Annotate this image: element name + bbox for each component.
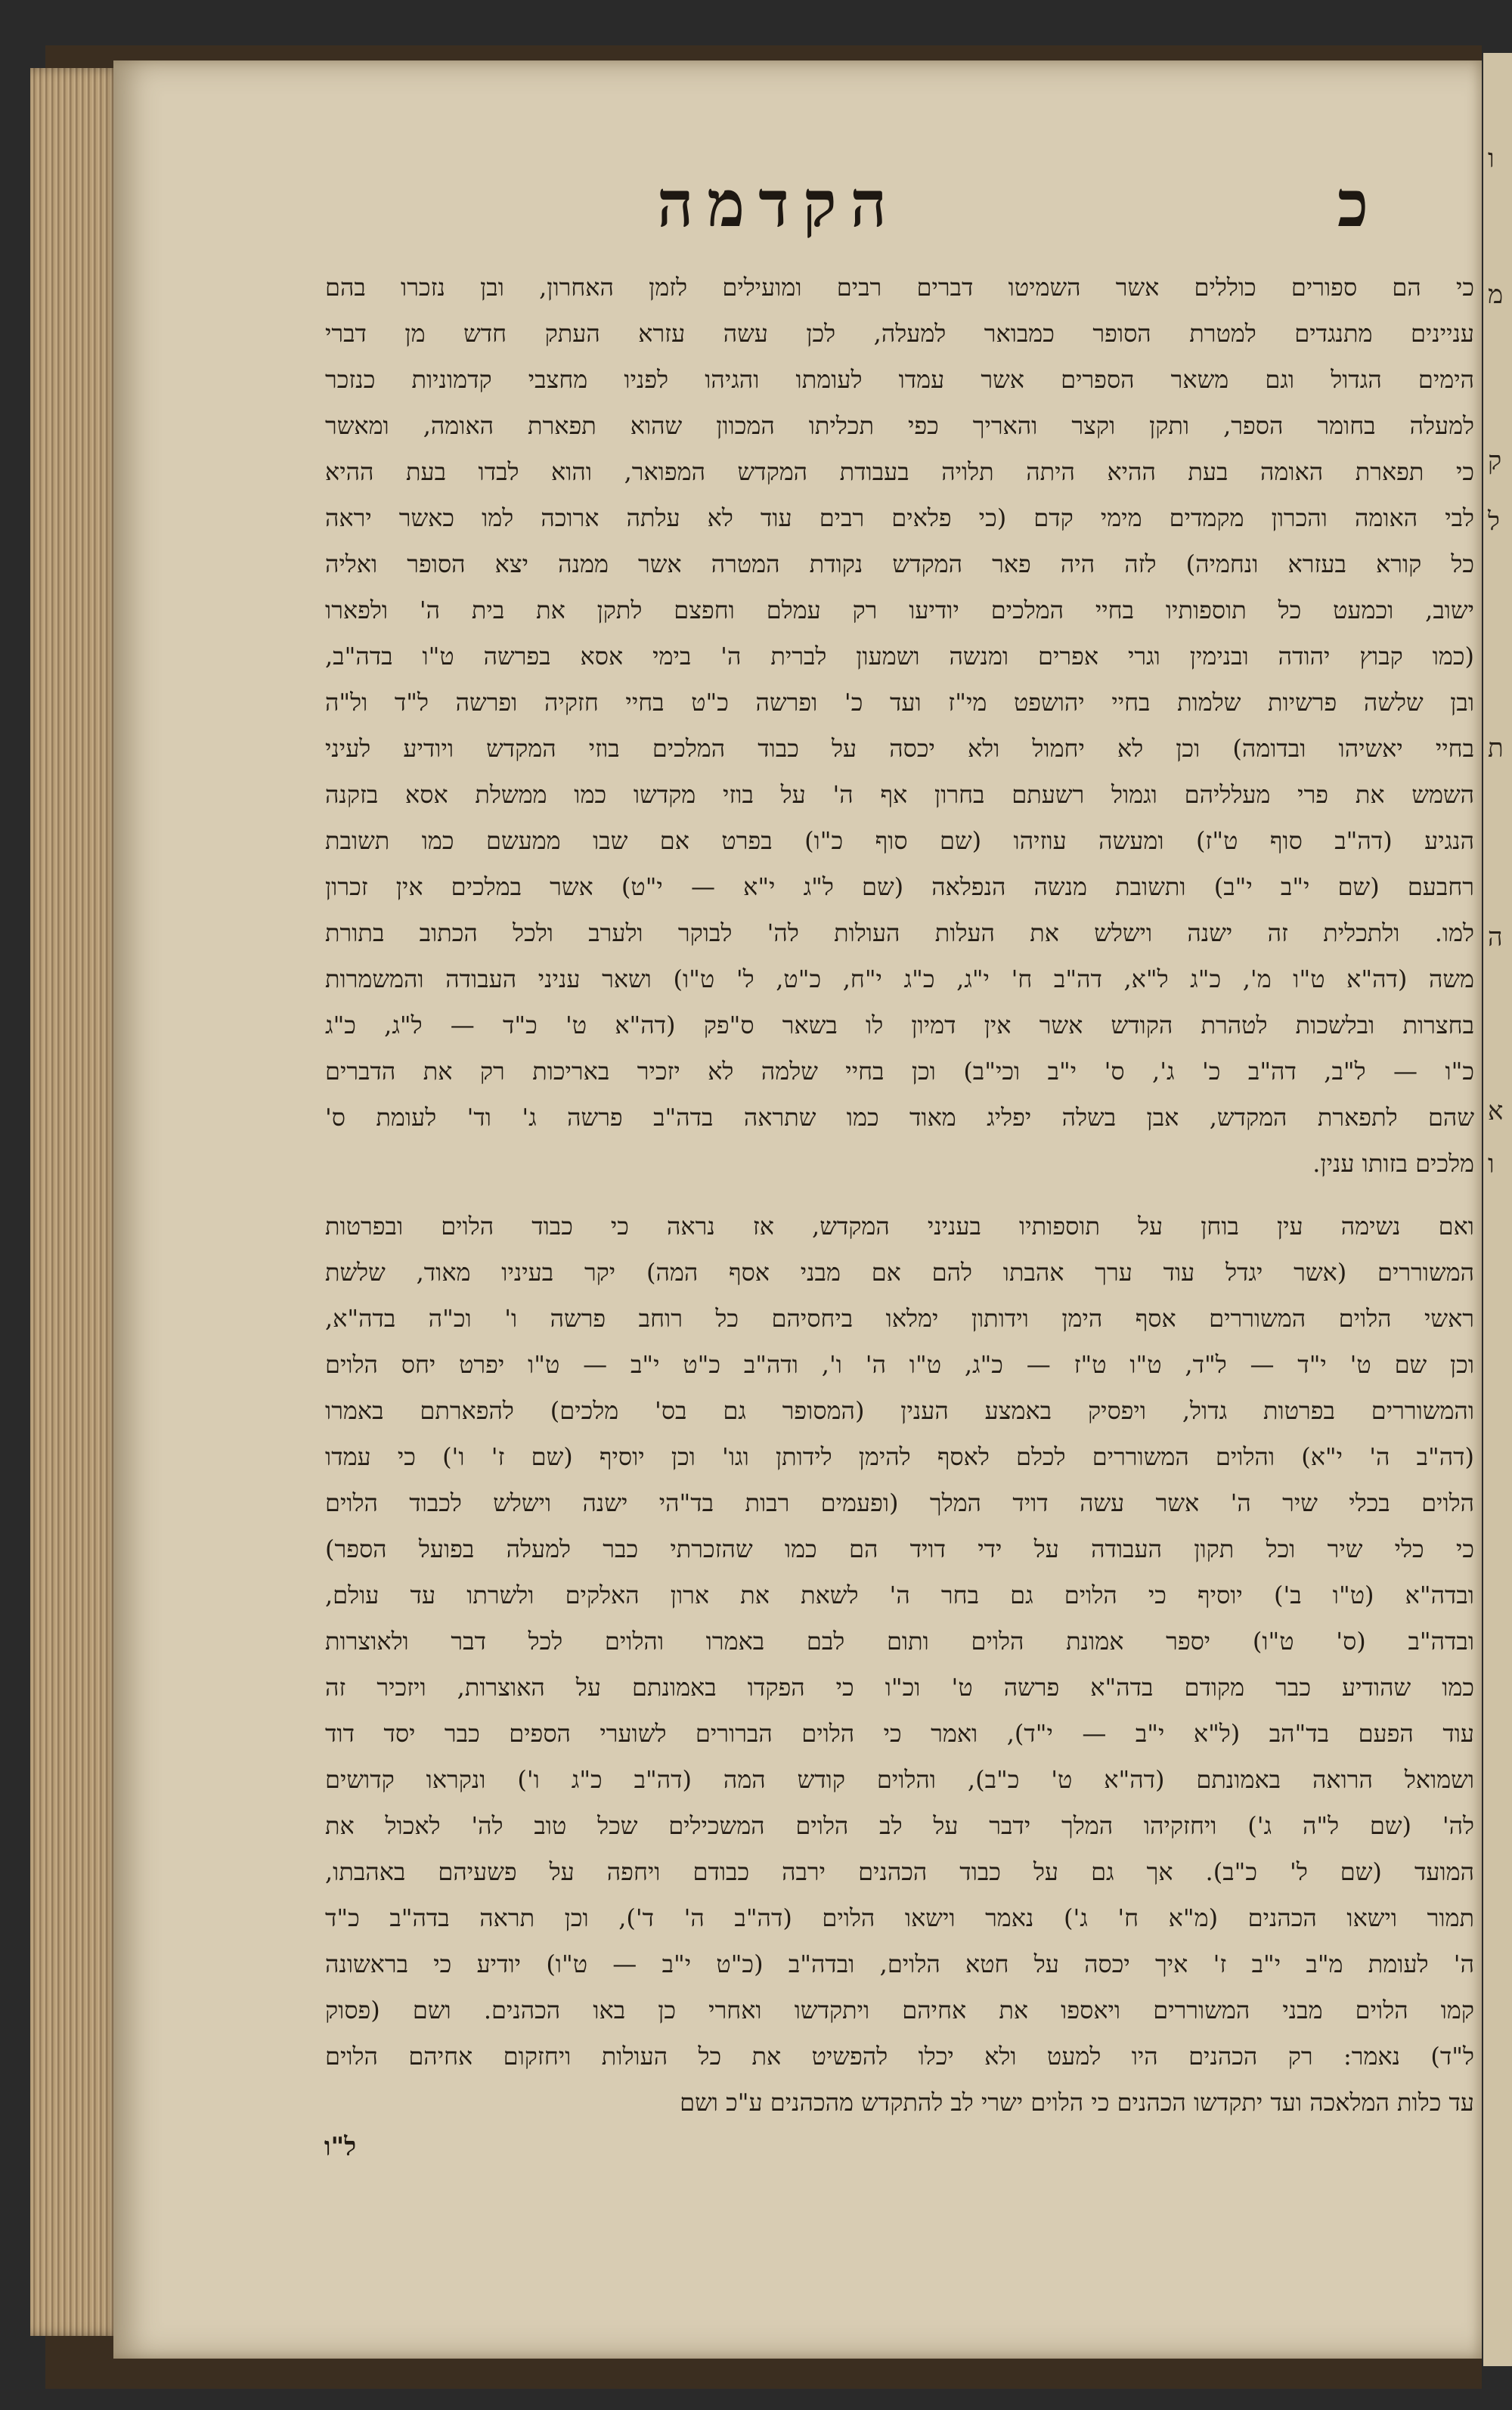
text-line: לה' (שם ל"ה ג') ויחזקיהו המלך ידבר על לב הלוים המשכילים שכל טוב לה' לאכול את [325,1811,1474,1840]
text-line: ושמואל הרואה באמונתם (דה"א ט' כ"ב), והלוים קודש המה (דה"ב כ"ג ו') ונקראו קדושים [325,1765,1474,1794]
text-line: כי כלי שיר וכל תקון העבודה על ידי דויד הם כמו שהזכרתי כבר למעלה בפועל הספר) [325,1535,1474,1563]
text-line: ובדה"ב (ס' ט"ו) יספר אמונת הלוים ותום לבם באמרו והלוים לכל דבר ולאוצרות [325,1627,1474,1656]
page-title: הקדמה [657,166,900,241]
adjacent-page-fragment: ת [1488,733,1504,764]
adjacent-page-fragment: ו [1488,1149,1495,1179]
text-line: הנגיע (דה"ב סוף ט"ז) ומעשה עוזיהו (שם סוף כ"ו) בפרט אם שבו ממעשם כמו תשובת [325,826,1474,855]
text-line: ובן שלשה פרשיות שלמות בחיי יהושפט מי"ז ועד כ' ופרשה כ"ט בחיי חזקיה ופרשה ל"ד ול"ה [325,688,1474,717]
text-line: תמור וישאו הכהנים (מ"א ח' ג') נאמר וישאו הלוים (דה"ב ה' ד'), וכן תראה בדה"ב כ"ד [325,1904,1474,1932]
adjacent-page-strip [1483,53,1512,2366]
text-line: המועד (שם ל' כ"ב). אך גם על כבוד הכהנים ירבה כבודם ויחפה על פשעיהם באהבתו, [325,1857,1474,1886]
text-line: בחצרות ובלשכות לטהרת הקודש אשר אין דמיון לו בשאר ס"פק (דה"א ט' כ"ד — ל"ג, כ"ג [325,1011,1474,1039]
body-text [325,265,1474,2126]
text-line: המשוררים (אשר יגדל עוד ערך אהבתו להם אם מבני אסף המה) יקר בעיניו מאוד, שלשת [325,1258,1474,1287]
adjacent-page-fragment: ל [1488,506,1500,537]
text-line: כ"ו — ל"ב, דה"ב כ' ג', ס' י"ב וכי"ב) וכן בחיי שלמה לא יזכיר באריכות רק את הדברים [325,1057,1474,1086]
text-line: למעלה בחומר הספר, ותקן וקצר והאריך כפי תכליתו המכוון שהוא תפארת האומה, ומאשר [325,411,1474,440]
text-line: עניינים מתנגדים למטרת הסופר כמבואר למעלה, לכן עשה עזרא העתק חדש מן דברי [325,319,1474,348]
paragraph-2 [325,1203,1474,2126]
paragraph-1 [325,265,1474,1187]
text-line: לבי האומה והכרון מקמדים מימי קדם (כי פלאים רבים עוד לא עלתה ארוכה למו כאשר יראה [325,503,1474,532]
adjacent-page-fragment: ו [1488,144,1495,174]
text-line: השמש את פרי מעלליהם וגמול רשעתם בחרון אף ה' על בוזי מקדשו כמו ממשלת אסא בזקנה [325,780,1474,809]
text-line: ובדה"א (ט"ו ב') יוסיף כי הלוים גם בחר ה' לשאת את ארון האלקים ולשרתו עד עולם, [325,1581,1474,1609]
folio-number: כ [1337,166,1368,241]
text-line: ראשי הלוים המשוררים אסף הימן וידותון ימלאו ביחסיהם כל רוחב פרשה ו' וכ"ה בדה"א, [325,1304,1474,1333]
adjacent-page-fragment: ה [1488,922,1503,953]
text-line: (כמו קבוץ יהודה ובנימין וגרי אפרים ומנשה ושמעון לברית ה' בימי אסא בפרשה ט"ו בדה"ב, [325,642,1474,671]
adjacent-page-fragment: מ [1488,280,1504,310]
page-edge [30,68,121,2336]
text-line: הימים הגדול וגם משאר הספרים אשר עמדו לעומתו והגיהו לפניו מחצבי קדמוניות כנזכר [325,365,1474,394]
text-line: כי תפארת האומה בעת ההיא היתה תלויה בעבודת המקדש המפואר, והוא לבדו בעת ההיא [325,457,1474,486]
text-line: והמשוררים בפרטות גדול, ויפסיק באמצע הענין (המסופר גם בס' מלכים) להפארתם באמרו [325,1396,1474,1425]
text-line: משה (דה"א ט"ו מ', כ"ג ל"א, דה"ב ח' י"ג, כ"ג י"ח, כ"ט, ל' ט"ו) ושאר עניני העבודה והמשמרות [325,965,1474,993]
adjacent-page-fragment: א [1488,1096,1504,1126]
text-line: קמו הלוים מבני המשוררים ויאספו את אחיהם ויתקדשו ואחרי כן באו הכהנים. ושם (פסוק [325,1996,1474,2024]
text-line: רחבעם (שם י"ב י"ב) ותשובת מנשה הנפלאה (שם ל"ג י"א — י"ט) אשר במלכים אין זכרון [325,872,1474,901]
text-line: ל"ד) נאמר: רק הכהנים היו למעט ולא יכלו להפשיט את כל העולות ויחזקום אחיהם הלוים [325,2042,1474,2071]
text-line: למו. ולתכלית זה ישנה וישלש את העלות העולות לה' לבוקר ולערב ולכל הכתוב בתורת [325,918,1474,947]
text-line: וכן שם ט' י"ד — ל"ד, ט"ו ט"ז — כ"ג, ט"ו ה' ו', ודה"ב כ"ט י"ב — ט"ו יפרט יחס הלוים [325,1350,1474,1379]
text-line: עד כלות המלאכה ועד יתקדשו הכהנים כי הלוים ישרי לב להתקדש מהכהנים ע"כ ושם [680,2088,1474,2117]
text-line: בחיי יאשיהו ובדומה) וכן לא יחמול ולא יכסה על כבוד המלכים בוזי המקדש ויודיע לעיני [325,734,1474,763]
adjacent-page-fragment: ק [1488,446,1502,476]
text-line: (דה"ב ה' י"א) והלוים המשוררים לכלם לאסף להימן לידותן וגו' וכן יוסיף (שם ז' ו') כי עמדו [325,1442,1474,1471]
text-line: הלוים בכלי שיר ה' אשר עשה דויד המלך (ופעמים רבות בד"הי ישנה וישלש לכבוד הלוים [325,1488,1474,1517]
page-header [189,166,1368,249]
text-line: ה' לעומת מ"ב י"ב ז' איך יכסה על חטא הלוים, ובדה"ב (כ"ט י"ב — ט"ו) יודיע כי בראשונה [325,1950,1474,1978]
text-line: כי הם ספורים כוללים אשר השמיטו דברים רבים ומועילים לזמן האחרון, ובן נזכרו בהם [325,273,1474,302]
text-line: כל קורא בעזרא ונחמיה) לזה היה פאר המקדש נקודת המטרה אשר ממנה יצא הסופר ואליה [325,550,1474,578]
catchword: ל"ו [324,2132,357,2162]
text-line: כמו שהודיע כבר מקודם בדה"א פרשה ט' וכ"ו כי הפקדו באמונתם על האוצרות, ויזכיר זה [325,1673,1474,1702]
text-line: מלכים בזותו ענין. [1312,1149,1474,1178]
text-line: עוד הפעם בד"הב (ל"א י"ב — י"ד), ואמר כי הלוים הברורים לשוערי הספים כבר יסד דוד [325,1719,1474,1748]
text-line: ישוב, וכמעט כל תוספותיו בחיי המלכים יודיעו רק עמלם וחפצם לתקן את בית ה' ולפארו [325,596,1474,624]
text-line: שהם לתפארת המקדש, אבן בשלה יפליג מאוד כמו שתראה בדה"ב פרשה ג' וד' לעומת ס' [325,1103,1474,1132]
text-line: ואם נשימה עין בוחן על תוספותיו בעניני המקדש, אז נראה כי כבוד הלוים ובפרטות [325,1212,1474,1241]
